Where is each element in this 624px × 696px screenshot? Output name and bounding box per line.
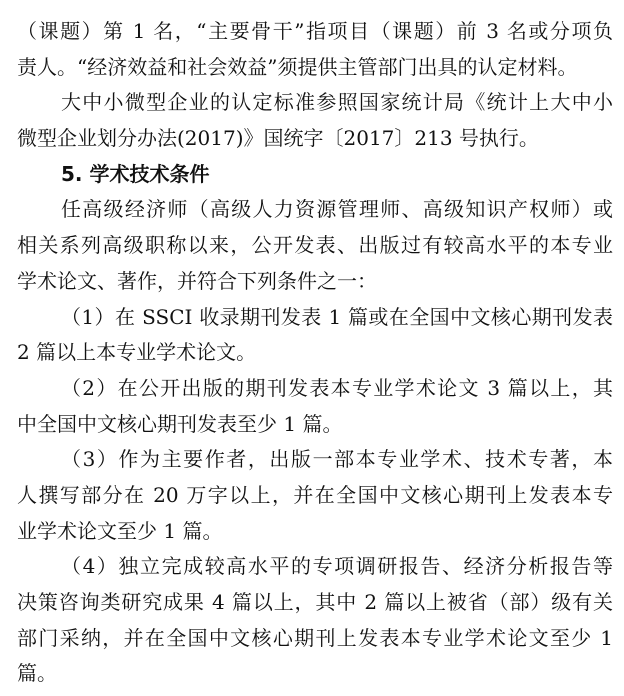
paragraph-enterprise-standard <box>17 85 613 156</box>
text-line: 人撰写部分在 20 万字以上，并在全国中文核心期刊上发表本专 <box>17 482 613 507</box>
text-line: （1）在 SSCI 收录期刊发表 1 篇或在全国中文核心期刊发表 <box>61 304 613 329</box>
text-line: 决策咨询类研究成果 4 篇以上，其中 2 篇以上被省（部）级有关 <box>17 590 613 614</box>
text-line: （课题）第 1 名，“主要骨干”指项目（课题）前 3 名或分项负 <box>17 19 613 43</box>
text-line: （4）独立完成较高水平的专项调研报告、经济分析报告等 <box>61 554 613 579</box>
text-line: 学术论文、著作，并符合下列条件之一： <box>17 268 377 293</box>
text-line: 大中小微型企业的认定标准参照国家统计局《统计上大中小 <box>61 90 613 115</box>
document-page <box>17 14 613 692</box>
paragraph-continuation <box>17 14 613 85</box>
condition-2 <box>17 371 613 442</box>
paragraph-intro <box>17 192 613 299</box>
text-line: （2）在公开出版的期刊发表本专业学术论文 3 篇以上，其 <box>61 375 613 400</box>
text-line: 篇。 <box>17 661 57 686</box>
text-line: 中全国中文核心期刊发表至少 1 篇。 <box>17 411 343 436</box>
section-heading <box>17 157 613 193</box>
condition-4 <box>17 549 613 692</box>
text-line: 2 篇以上本专业学术论文。 <box>17 340 257 365</box>
heading-text: 5. 学术技术条件 <box>61 161 210 186</box>
text-line: 任高级经济师（高级人力资源管理师、高级知识产权师）或 <box>61 197 613 222</box>
text-line: 责人。“经济效益和社会效益”须提供主管部门出具的认定材料。 <box>17 54 578 79</box>
condition-1 <box>17 300 613 371</box>
text-line: 部门采纳，并在全国中文核心期刊上发表本专业学术论文至少 1 <box>17 625 613 650</box>
text-line: （3）作为主要作者，出版一部本专业学术、技术专著，本 <box>61 447 613 472</box>
text-line: 业学术论文至少 1 篇。 <box>17 518 223 543</box>
text-line: 微型企业划分办法(2017)》国统字〔2017〕213 号执行。 <box>17 126 539 151</box>
text-line: 相关系列高级职称以来，公开发表、出版过有较高水平的本专业 <box>17 233 613 258</box>
condition-3 <box>17 442 613 549</box>
